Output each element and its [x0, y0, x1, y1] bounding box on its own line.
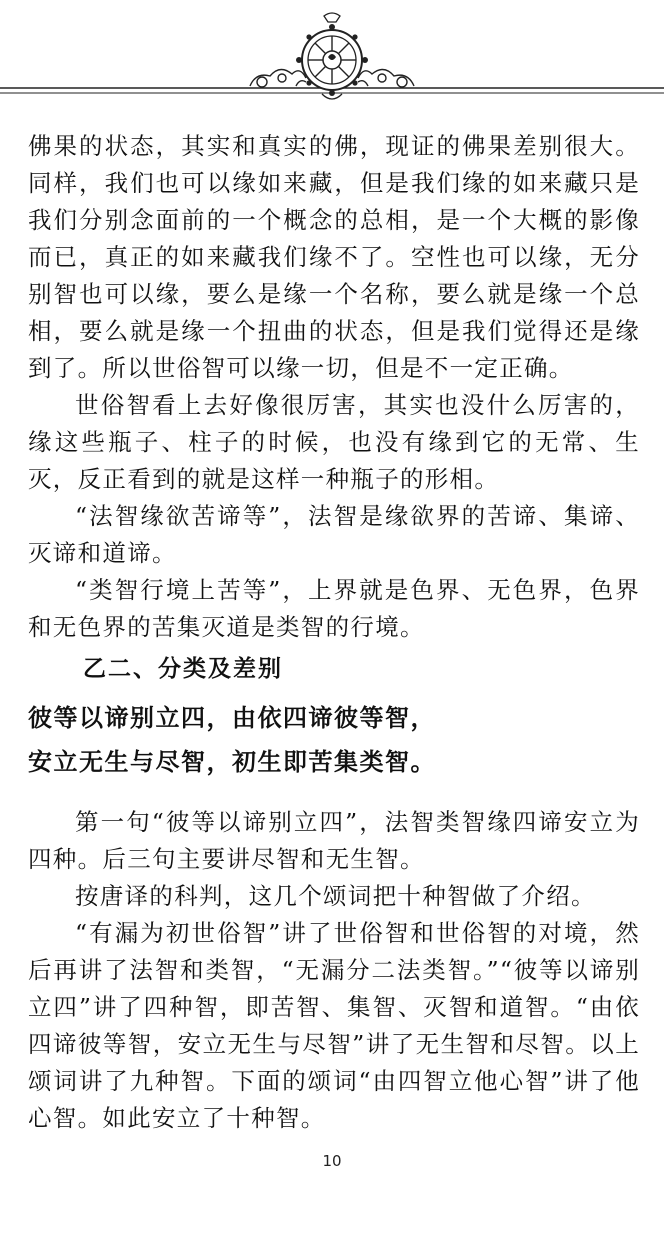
page-header: [0, 0, 664, 110]
cloud-scroll-left-icon: [250, 69, 306, 87]
body-text: [28, 128, 640, 1137]
paragraph: 世俗智看上去好像很厉害，其实也没什么厉害的，缘这些瓶子、柱子的时候，也没有缘到它的无常、生灭，反正看到的就是这样一种瓶子的形相。: [28, 391, 640, 493]
cloud-scroll-right-icon: [358, 69, 414, 87]
paragraph: “类智行境上苦等”，上界就是色界、无色界，色界和无色界的苦集灭道是类智的行境。: [28, 576, 640, 641]
paragraph: “法智缘欲苦谛等”，法智是缘欲界的苦谛、集谛、灭谛和道谛。: [28, 502, 640, 567]
paragraph: 第一句“彼等以谛别立四”，法智类智缘四谛安立为四种。后三句主要讲尽智和无生智。: [28, 808, 640, 873]
section-heading: 乙二、分类及差别: [83, 656, 283, 682]
paragraph: 佛果的状态，其实和真实的佛，现证的佛果差别很大。同样，我们也可以缘如来藏，但是我们缘的如来藏只是我们分别念面前的一个概念的总相，是一个大概的影像而已，真正的如来藏我们缘不了。空性也可以缘，无分别智也可以缘，要么是缘一个名称，要么就是缘一个总相，要么就是缘一个扭曲的状态，但是我们觉得还是缘到了。所以世俗智可以缘一切，但是不一定正确。: [28, 132, 640, 382]
dharma-wheel-icon: [0, 0, 664, 110]
paragraph: 按唐译的科判，这几个颂词把十种智做了介绍。: [75, 882, 596, 910]
paragraph: “有漏为初世俗智”讲了世俗智和世俗智的对境，然后再讲了法智和类智，“无漏分二法类智。”“彼等以谛别立四”讲了四种智，即苦智、集智、灭智和道智。“由依四谛彼等智，安立无生与尽智”讲了无生智和尽智。以上颂词讲了九种智。下面的颂词“由四智立他心智”讲了他心智。如此安立了十种智。: [28, 919, 640, 1132]
verse-line: 安立无生与尽智，初生即苦集类智。: [28, 748, 436, 776]
verse-line: 彼等以谛别立四，由依四谛彼等智，: [28, 704, 436, 732]
page-number: 10: [322, 1152, 342, 1170]
